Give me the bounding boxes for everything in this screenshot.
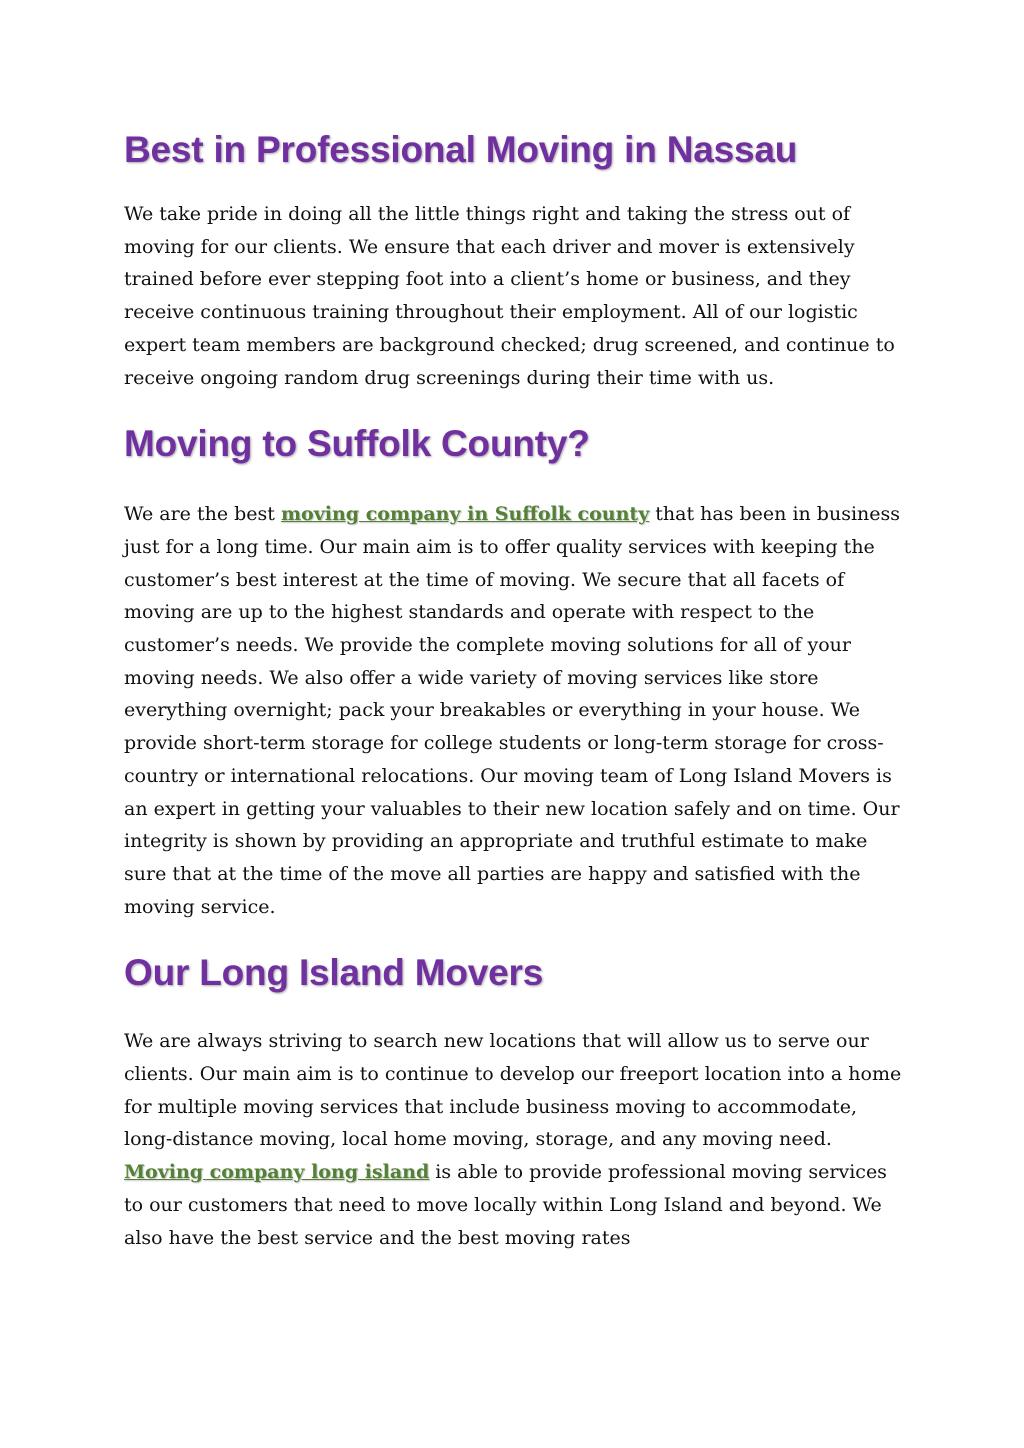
section-body-long-island <box>124 1025 904 1254</box>
section-heading-nassau: Best in Professional Moving in Nassau <box>124 129 798 170</box>
document-page <box>124 118 904 1254</box>
section-body-suffolk <box>124 498 904 923</box>
suffolk-moving-company-link[interactable]: moving company in Suffolk county <box>280 503 650 526</box>
long-island-moving-company-link[interactable]: Moving company long island <box>124 1161 430 1184</box>
section-heading-long-island: Our Long Island Movers <box>124 952 544 994</box>
body-text-before-link: We are the best <box>124 503 281 526</box>
body-text-before-link: We are always striving to search new locations that will allow us to serve our clients. Our main aim is to continue to develop our freeport location into a home for multiple moving services that include business moving to accommodate, long-distance moving, local home moving, storage, and any moving need. <box>124 1030 902 1151</box>
section-heading-suffolk: Moving to Suffolk County? <box>124 423 590 465</box>
section-body-nassau: We take pride in doing all the little things right and taking the stress out of moving for our clients. We ensure that each driver and mover is extensively trained before ever stepping foot into a client’s home or business, and they receive continuous training throughout their employment. All of our logistic expert team members are background checked; drug screened, and continue to receive ongoing random drug screenings during their time with us. <box>124 203 895 389</box>
body-text-after-link: is able to provide professional moving services to our customers that need to move locally within Long Island and beyond. We also have the best service and the best moving rates <box>124 1161 887 1249</box>
body-text-after-link: that has been in business just for a long time. Our main aim is to offer quality services with keeping the customer’s best interest at the time of moving. We secure that all facets of moving are up to the highest standards and operate with respect to the customer’s needs. We provide the complete moving solutions for all of your moving needs. We also offer a wide variety of moving services like store everything overnight; pack your breakables or everything in your house. We provide short-term storage for college students or long-term storage for cross-country or international relocations. Our moving team of Long Island Movers is an expert in getting your valuables to their new location safely and on time. Our integrity is shown by providing an appropriate and truthful estimate to make sure that at the time of the move all parties are happy and satisfied with the moving service. <box>124 503 901 918</box>
